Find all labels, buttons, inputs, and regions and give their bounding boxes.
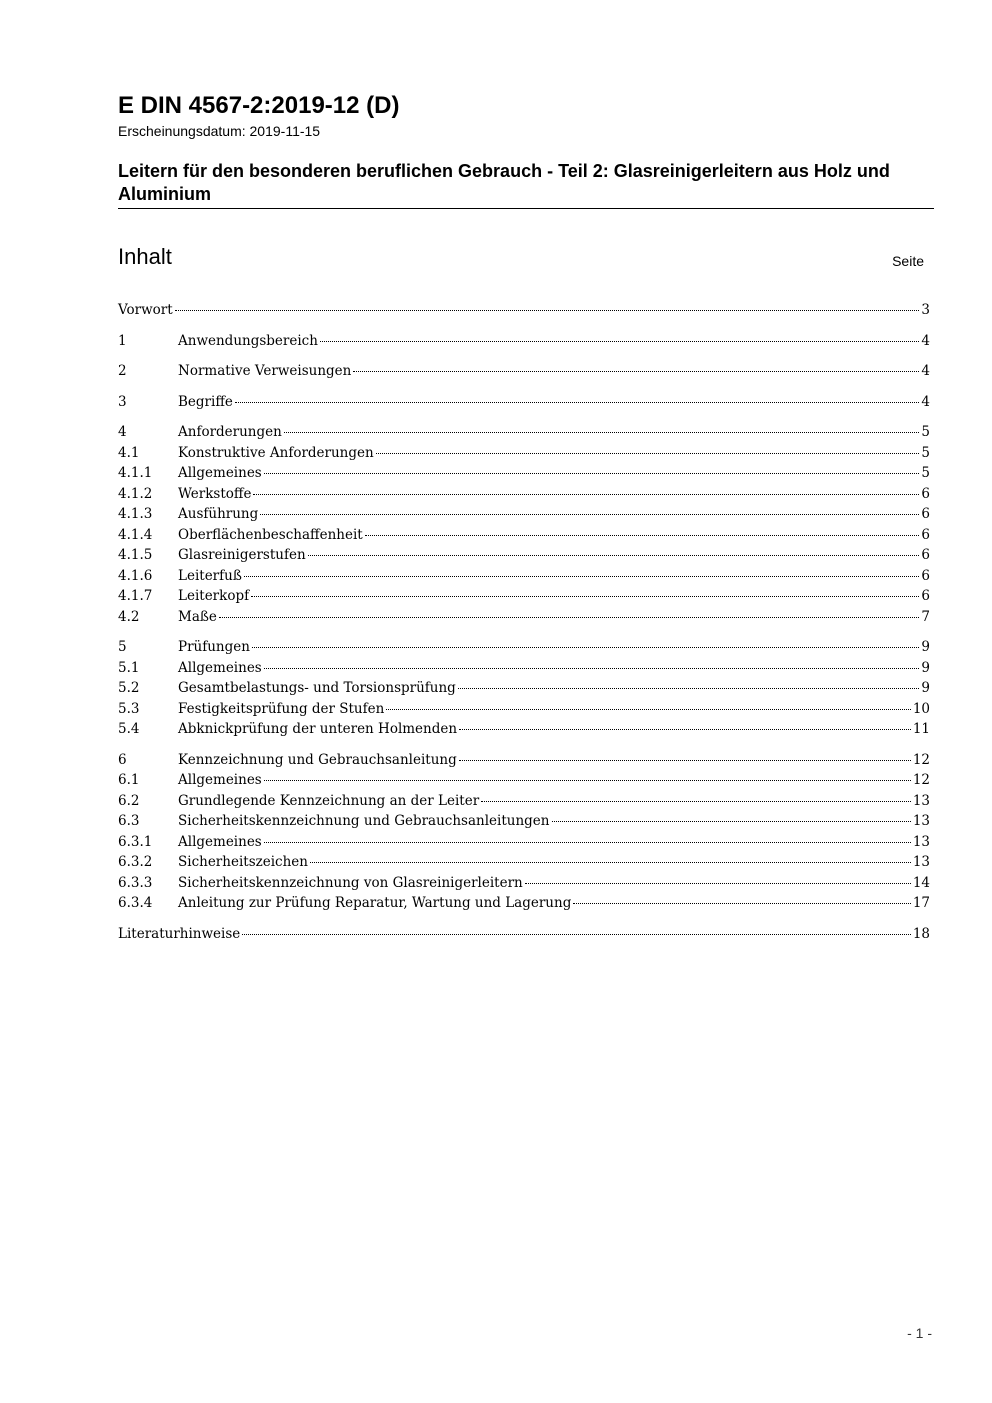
toc-entry-page: 13 [912, 792, 930, 809]
toc-entry-number: 4.1.4 [118, 526, 153, 543]
document-title: Leitern für den besonderen beruflichen Gebrauch - Teil 2: Glasreinigerleitern aus Holz und Aluminium [118, 160, 934, 209]
toc-entry-number: 4.1 [118, 444, 140, 461]
toc-entry-title: Leiterfuß [178, 567, 242, 584]
toc-entry[interactable] [118, 772, 930, 793]
toc-leader-dots [459, 729, 911, 730]
toc-leader-dots [459, 760, 911, 761]
toc-entry-title: Begriffe [178, 393, 233, 410]
toc-page-label: Seite [892, 253, 924, 269]
toc-entry[interactable] [118, 721, 930, 742]
toc-leader-dots [458, 688, 920, 689]
toc-entry-number: 4.1.3 [118, 506, 153, 522]
toc-entry-title: Sicherheitszeichen [178, 854, 308, 870]
toc-heading [118, 244, 926, 274]
toc-entry-page: 17 [912, 895, 930, 911]
toc-entry-page: 13 [912, 854, 930, 870]
toc-entry[interactable] [118, 333, 930, 354]
toc-entry-number: 4.1.7 [118, 588, 153, 604]
document-header [118, 92, 934, 209]
toc-entry-number: 4.1.1 [118, 465, 153, 481]
toc-entry-title: Anleitung zur Prüfung Reparatur, Wartung und Lagerung [178, 895, 572, 911]
toc-leader-dots [353, 371, 919, 372]
toc-leader-dots [264, 473, 920, 474]
toc-entry-page: 6 [921, 485, 930, 502]
toc-entry[interactable] [118, 424, 930, 445]
toc-entry-number: 4.1.5 [118, 547, 153, 563]
toc-entry[interactable] [118, 547, 930, 568]
page-number: - 1 - [907, 1325, 932, 1341]
toc-entry[interactable] [118, 875, 930, 896]
toc-entry-title: Konstruktive Anforderungen [178, 444, 374, 461]
toc-entry-page: 9 [921, 639, 930, 655]
toc-entry-title: Glasreinigerstufen [178, 547, 306, 563]
toc-entry-page: 13 [912, 833, 930, 850]
toc-leader-dots [264, 668, 920, 669]
toc-entry-title: Ausführung [178, 506, 259, 522]
toc-entry-number: 5.3 [118, 700, 140, 717]
toc-leader-dots [219, 617, 920, 618]
toc-entry-number: 4 [118, 424, 127, 440]
toc-entry-title: Literaturhinweise [118, 925, 241, 942]
toc-entry-number: 5.4 [118, 721, 140, 737]
toc-leader-dots [253, 494, 919, 495]
toc-entry-number: 5.2 [118, 680, 140, 696]
toc-leader-dots [251, 596, 919, 597]
publication-date: Erscheinungsdatum: 2019-11-15 [118, 123, 321, 139]
toc-entry-number: 5 [118, 639, 127, 655]
toc-leader-dots [573, 903, 910, 904]
toc-entry[interactable] [118, 813, 930, 834]
toc-entry[interactable] [118, 363, 930, 384]
toc-entry-title: Allgemeines [178, 659, 262, 676]
toc-leader-dots [525, 883, 911, 884]
toc-entry-title: Allgemeines [178, 772, 262, 788]
toc-leader-dots [235, 402, 920, 403]
document-id: E DIN 4567-2:2019-12 (D) [118, 92, 400, 119]
toc-entry-page: 6 [921, 567, 930, 584]
toc-entry-page: 7 [921, 608, 930, 625]
toc-entry[interactable] [118, 834, 930, 855]
toc-entry-page: 6 [921, 506, 930, 522]
toc-entry[interactable] [118, 527, 930, 548]
toc-entry-page: 5 [921, 444, 930, 461]
toc-entry-page: 13 [912, 813, 930, 829]
toc-entry-title: Normative Verweisungen [178, 363, 352, 379]
toc-leader-dots [310, 862, 911, 863]
toc-entry-title: Vorwort [118, 302, 173, 318]
toc-entry[interactable] [118, 926, 930, 947]
toc-entry[interactable] [118, 701, 930, 722]
toc-entry[interactable] [118, 609, 930, 630]
table-of-contents [118, 302, 930, 946]
toc-entry-title: Leiterkopf [178, 588, 250, 604]
toc-entry[interactable] [118, 465, 930, 486]
toc-entry-title: Grundlegende Kennzeichnung an der Leiter [178, 792, 480, 809]
toc-entry-page: 10 [912, 700, 930, 717]
toc-entry-number: 6.2 [118, 792, 140, 809]
toc-entry-page: 5 [921, 424, 930, 440]
toc-entry-page: 12 [912, 772, 930, 788]
toc-entry-page: 4 [921, 363, 930, 379]
toc-entry-number: 6.3.2 [118, 854, 153, 870]
toc-entry-number: 2 [118, 363, 127, 379]
toc-entry-title: Prüfungen [178, 639, 250, 655]
toc-entry-page: 5 [921, 465, 930, 481]
toc-entry-title: Abknickprüfung der unteren Holmenden [178, 721, 458, 737]
toc-entry[interactable] [118, 639, 930, 660]
toc-entry[interactable] [118, 854, 930, 875]
toc-entry-page: 6 [921, 526, 930, 543]
toc-entry-number: 4.1.6 [118, 567, 153, 584]
toc-entry[interactable] [118, 752, 930, 773]
toc-leader-dots [320, 341, 919, 342]
toc-entry[interactable] [118, 568, 930, 589]
toc-entry-number: 1 [118, 332, 127, 349]
toc-leader-dots [481, 801, 911, 802]
toc-leader-dots [175, 310, 920, 311]
toc-leader-dots [260, 514, 919, 515]
toc-entry-number: 6.1 [118, 772, 140, 788]
toc-entry-number: 3 [118, 393, 127, 410]
toc-entry-number: 6.3.1 [118, 833, 153, 850]
toc-entry-page: 18 [912, 925, 930, 942]
toc-entry[interactable] [118, 588, 930, 609]
toc-leader-dots [244, 576, 920, 577]
toc-entry-page: 6 [921, 588, 930, 604]
toc-entry-number: 6.3.3 [118, 874, 153, 891]
toc-entry-page: 9 [921, 680, 930, 696]
toc-entry-title: Maße [178, 608, 217, 625]
toc-entry-number: 6.3.4 [118, 895, 153, 911]
toc-entry-number: 6 [118, 751, 127, 768]
toc-entry-page: 4 [921, 332, 930, 349]
toc-entry[interactable] [118, 793, 930, 814]
toc-leader-dots [264, 780, 911, 781]
toc-entry-page: 11 [912, 721, 930, 737]
toc-entry-title: Gesamtbelastungs- und Torsionsprüfung [178, 680, 456, 696]
toc-leader-dots [242, 934, 911, 935]
toc-entry[interactable] [118, 680, 930, 701]
toc-leader-dots [552, 821, 911, 822]
toc-entry-title: Kennzeichnung und Gebrauchsanleitung [178, 751, 457, 768]
toc-entry[interactable] [118, 660, 930, 681]
toc-entry[interactable] [118, 895, 930, 916]
toc-entry-title: Anwendungsbereich [178, 332, 318, 349]
toc-leader-dots [264, 842, 911, 843]
toc-entry-number: 4.2 [118, 608, 140, 625]
toc-entry[interactable] [118, 506, 930, 527]
toc-entry-number: 6.3 [118, 813, 140, 829]
toc-entry-title: Anforderungen [178, 424, 282, 440]
toc-entry[interactable] [118, 302, 930, 323]
toc-entry-title: Sicherheitskennzeichnung von Glasreinigerleitern [178, 874, 523, 891]
toc-entry-page: 3 [921, 302, 930, 318]
toc-entry-title: Festigkeitsprüfung der Stufen [178, 700, 385, 717]
toc-entry-title: Allgemeines [178, 465, 262, 481]
toc-leader-dots [308, 555, 920, 556]
toc-entry[interactable] [118, 394, 930, 415]
toc-title: Inhalt [118, 244, 172, 269]
toc-leader-dots [365, 535, 920, 536]
toc-entry-title: Werkstoffe [178, 485, 252, 502]
toc-entry-number: 4.1.2 [118, 485, 153, 502]
toc-entry-title: Sicherheitskennzeichnung und Gebrauchsanleitungen [178, 813, 550, 829]
toc-entry-page: 14 [912, 874, 930, 891]
toc-entry-page: 4 [921, 393, 930, 410]
toc-entry[interactable] [118, 445, 930, 466]
toc-entry-page: 6 [921, 547, 930, 563]
toc-leader-dots [376, 453, 920, 454]
toc-leader-dots [386, 709, 911, 710]
toc-entry-number: 5.1 [118, 659, 140, 676]
toc-entry-title: Allgemeines [178, 833, 262, 850]
toc-leader-dots [252, 647, 919, 648]
toc-entry[interactable] [118, 486, 930, 507]
toc-leader-dots [284, 432, 920, 433]
toc-entry-page: 9 [921, 659, 930, 676]
toc-entry-page: 12 [912, 751, 930, 768]
toc-entry-title: Oberflächenbeschaffenheit [178, 526, 363, 543]
